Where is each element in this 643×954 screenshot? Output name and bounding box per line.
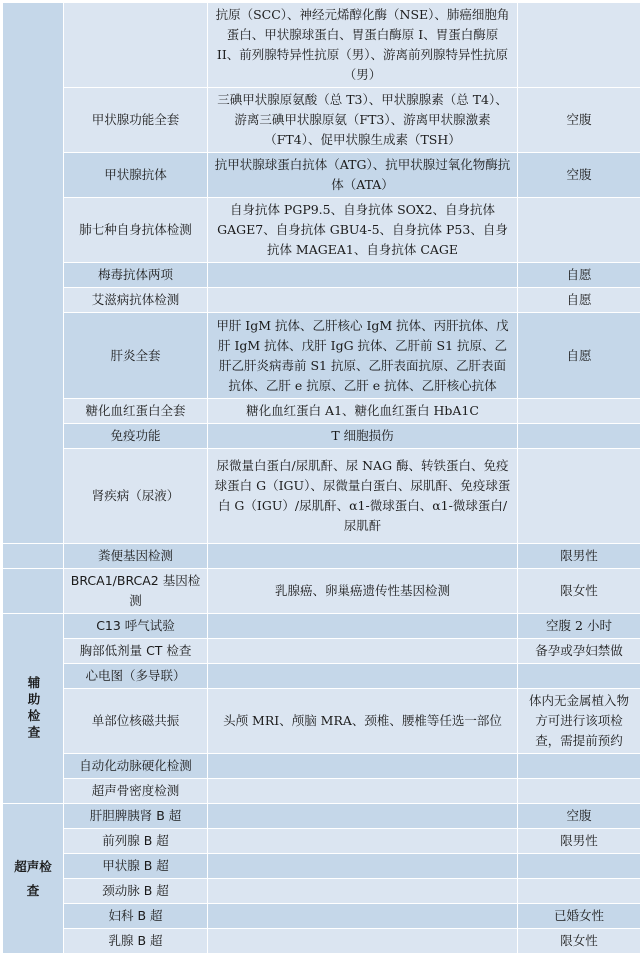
item-content: 尿微量白蛋白/尿肌酐、尿 NAG 酶、转铁蛋白、免疫球蛋白 G（IGU）、尿微量白蛋白、尿肌酐、免疫球蛋白 G（IGU）/尿肌酐、α1-微球蛋白、α1-微球蛋白/尿肌酐 — [208, 449, 518, 544]
table-row — [3, 854, 641, 879]
item-content — [208, 904, 518, 929]
table-row — [3, 929, 641, 954]
item-content — [208, 544, 518, 569]
table-row — [3, 424, 641, 449]
item-content: 抗甲状腺球蛋白抗体（ATG）、抗甲状腺过氧化物酶抗体（ATA） — [208, 153, 518, 198]
item-note: 限女性 — [518, 929, 641, 954]
item-note: 自愿 — [518, 313, 641, 399]
item-name: 妇科 B 超 — [64, 904, 208, 929]
item-note: 限男性 — [518, 544, 641, 569]
item-content: T 细胞损伤 — [208, 424, 518, 449]
item-name — [64, 3, 208, 88]
item-content — [208, 779, 518, 804]
item-name: 自动化动脉硬化检测 — [64, 754, 208, 779]
table-row — [3, 664, 641, 689]
item-content — [208, 929, 518, 954]
item-name: 肾疾病（尿液） — [64, 449, 208, 544]
table-row — [3, 88, 641, 153]
item-note: 自愿 — [518, 288, 641, 313]
item-content — [208, 829, 518, 854]
item-note: 空腹 — [518, 153, 641, 198]
category-ultrasound: 超声检查 — [3, 804, 64, 954]
table-row — [3, 614, 641, 639]
item-name: 甲状腺功能全套 — [64, 88, 208, 153]
item-content — [208, 754, 518, 779]
item-name: C13 呼气试验 — [64, 614, 208, 639]
item-name: 梅毒抗体两项 — [64, 263, 208, 288]
item-note — [518, 664, 641, 689]
table-row — [3, 288, 641, 313]
item-note: 已婚女性 — [518, 904, 641, 929]
item-name: 胸部低剂量 CT 检查 — [64, 639, 208, 664]
table-row — [3, 754, 641, 779]
item-content: 三碘甲状腺原氨酸（总 T3）、甲状腺腺素（总 T4）、游离三碘甲状腺原氨（FT3）、游离甲状腺激素（FT4）、促甲状腺生成素（TSH） — [208, 88, 518, 153]
table-row — [3, 153, 641, 198]
item-note: 限男性 — [518, 829, 641, 854]
item-content — [208, 639, 518, 664]
table-row — [3, 399, 641, 424]
table-row — [3, 779, 641, 804]
table-row — [3, 689, 641, 754]
item-content — [208, 664, 518, 689]
item-name: 单部位核磁共振 — [64, 689, 208, 754]
category-cell-lab — [3, 3, 64, 544]
table-row — [3, 544, 641, 569]
checkup-items-table — [2, 2, 641, 954]
item-content — [208, 614, 518, 639]
item-note — [518, 754, 641, 779]
item-note: 限女性 — [518, 569, 641, 614]
item-content — [208, 263, 518, 288]
item-content — [208, 288, 518, 313]
item-name: 乳腺 B 超 — [64, 929, 208, 954]
item-name: 肝胆脾胰肾 B 超 — [64, 804, 208, 829]
item-name: 免疫功能 — [64, 424, 208, 449]
item-name: BRCA1/BRCA2 基因检测 — [64, 569, 208, 614]
item-content — [208, 879, 518, 904]
table-row — [3, 263, 641, 288]
item-content: 自身抗体 PGP9.5、自身抗体 SOX2、自身抗体 GAGE7、自身抗体 GBU4-5、自身抗体 P53、自身抗体 MAGEA1、自身抗体 CAGE — [208, 198, 518, 263]
item-note — [518, 3, 641, 88]
item-name: 肝炎全套 — [64, 313, 208, 399]
item-name: 艾滋病抗体检测 — [64, 288, 208, 313]
category-cell-empty — [3, 569, 64, 614]
item-note: 空腹 — [518, 804, 641, 829]
table-row — [3, 449, 641, 544]
item-content — [208, 804, 518, 829]
item-name: 甲状腺 B 超 — [64, 854, 208, 879]
table-row — [3, 639, 641, 664]
table-row — [3, 3, 641, 88]
item-name: 肺七种自身抗体检测 — [64, 198, 208, 263]
table-row — [3, 829, 641, 854]
item-note: 自愿 — [518, 263, 641, 288]
item-note — [518, 879, 641, 904]
item-note — [518, 198, 641, 263]
item-name: 超声骨密度检测 — [64, 779, 208, 804]
item-note — [518, 424, 641, 449]
item-content: 甲肝 IgM 抗体、乙肝核心 IgM 抗体、丙肝抗体、戊肝 IgM 抗体、戊肝 IgG 抗体、乙肝前 S1 抗原、乙肝乙肝炎病毒前 S1 抗原、乙肝表面抗原、乙肝表面抗体、乙肝 e 抗原、乙肝 e 抗体、乙肝核心抗体 — [208, 313, 518, 399]
item-name: 前列腺 B 超 — [64, 829, 208, 854]
table-row — [3, 879, 641, 904]
category-cell-empty — [3, 544, 64, 569]
item-note: 空腹 2 小时 — [518, 614, 641, 639]
item-content: 乳腺癌、卵巢癌遗传性基因检测 — [208, 569, 518, 614]
item-note — [518, 449, 641, 544]
item-content: 头颅 MRI、颅脑 MRA、颈椎、腰椎等任选一部位 — [208, 689, 518, 754]
table-row — [3, 198, 641, 263]
item-note: 备孕或孕妇禁做 — [518, 639, 641, 664]
item-name: 甲状腺抗体 — [64, 153, 208, 198]
item-note — [518, 854, 641, 879]
table-row — [3, 904, 641, 929]
item-note: 空腹 — [518, 88, 641, 153]
item-name: 糖化血红蛋白全套 — [64, 399, 208, 424]
item-name: 粪便基因检测 — [64, 544, 208, 569]
item-content: 抗原（SCC）、神经元烯醇化酶（NSE）、肺癌细胞角蛋白、甲状腺球蛋白、胃蛋白酶原 I、胃蛋白酶原 II、前列腺特异性抗原（男）、游离前列腺特异性抗原（男） — [208, 3, 518, 88]
table-row — [3, 804, 641, 829]
table-row — [3, 313, 641, 399]
item-note — [518, 399, 641, 424]
item-content — [208, 854, 518, 879]
item-note — [518, 779, 641, 804]
item-note: 体内无金属植入物方可进行该项检查，需提前预约 — [518, 689, 641, 754]
category-aux-exam: 辅助检查 — [3, 614, 64, 804]
item-name: 颈动脉 B 超 — [64, 879, 208, 904]
table-row — [3, 569, 641, 614]
item-content: 糖化血红蛋白 A1、糖化血红蛋白 HbA1C — [208, 399, 518, 424]
item-name: 心电图（多导联） — [64, 664, 208, 689]
